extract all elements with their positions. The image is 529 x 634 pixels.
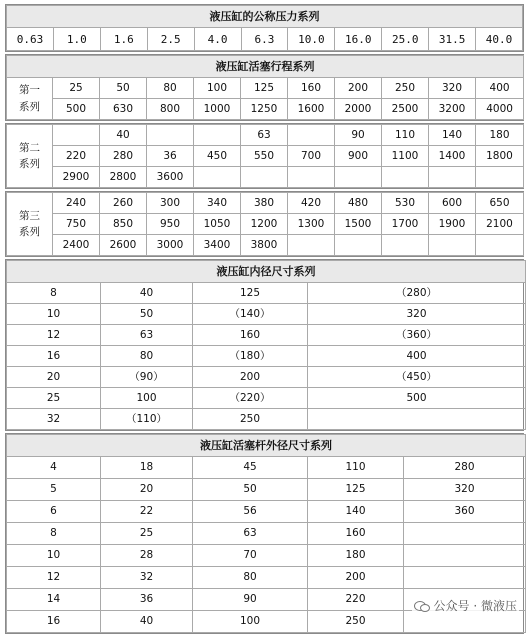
table-cell: 1600 (288, 99, 335, 120)
table-cell (404, 545, 526, 567)
bore-row (7, 367, 526, 388)
table-cell (382, 167, 429, 188)
bore-row (7, 325, 526, 346)
table-cell: 45 (193, 457, 308, 479)
table-cell: 10 (7, 545, 101, 567)
table-cell: 8 (7, 523, 101, 545)
table-cell: 36 (101, 589, 193, 611)
rod-row (7, 457, 526, 479)
table-cell: （140） (193, 304, 308, 325)
table-cell: 1300 (288, 214, 335, 235)
table-cell: 400 (476, 78, 524, 99)
table-cell: 140 (308, 501, 404, 523)
table-cell: （220） (193, 388, 308, 409)
rod-row (7, 545, 526, 567)
pressure-value: 6.3 (241, 28, 288, 51)
stroke-series2-section (5, 123, 524, 189)
table-cell: 2500 (382, 99, 429, 120)
table-cell: 10 (7, 304, 101, 325)
table-cell: （110） (101, 409, 193, 430)
table-cell: 4 (7, 457, 101, 479)
table-cell: 250 (193, 409, 308, 430)
table-cell: 36 (147, 146, 194, 167)
table-cell: 8 (7, 283, 101, 304)
table-cell: （90） (101, 367, 193, 388)
table-cell: 360 (404, 501, 526, 523)
table-cell: 56 (193, 501, 308, 523)
bore-table (6, 260, 526, 430)
wechat-watermark (412, 596, 519, 615)
table-cell: 1900 (429, 214, 476, 235)
rod-row (7, 501, 526, 523)
stroke-s1-row (7, 78, 524, 99)
table-cell: 650 (476, 193, 524, 214)
table-cell: 50 (101, 304, 193, 325)
table-cell (53, 125, 100, 146)
table-cell: 340 (194, 193, 241, 214)
table-cell: （450） (308, 367, 526, 388)
stroke-s2-row (7, 167, 524, 188)
hydraulic-cylinder-spec-sheet (5, 4, 524, 634)
table-cell (288, 125, 335, 146)
table-cell: 125 (241, 78, 288, 99)
table-cell: 2100 (476, 214, 524, 235)
pressure-value: 2.5 (147, 28, 194, 51)
stroke-s3-row (7, 235, 524, 256)
pressure-table (6, 5, 523, 51)
table-cell: 22 (101, 501, 193, 523)
table-cell (241, 167, 288, 188)
stroke-series3-section (5, 191, 524, 257)
table-cell: 550 (241, 146, 288, 167)
wechat-icon (414, 600, 430, 612)
table-cell: 160 (193, 325, 308, 346)
table-cell: 180 (476, 125, 524, 146)
watermark-text: 公众号 · 微液压 (433, 599, 517, 613)
table-cell (194, 167, 241, 188)
table-cell: 750 (53, 214, 100, 235)
table-cell: （180） (193, 346, 308, 367)
stroke-s3-row (7, 214, 524, 235)
table-cell: 70 (193, 545, 308, 567)
table-cell: 40 (101, 611, 193, 633)
table-cell: 320 (308, 304, 526, 325)
series1-label: 第一 系列 (7, 78, 53, 120)
table-cell: 200 (308, 567, 404, 589)
table-cell: （360） (308, 325, 526, 346)
table-cell: 3600 (147, 167, 194, 188)
pressure-value: 10.0 (288, 28, 335, 51)
table-cell: 320 (429, 78, 476, 99)
table-cell: 20 (7, 367, 101, 388)
table-cell: 50 (100, 78, 147, 99)
table-cell: 28 (101, 545, 193, 567)
table-cell (476, 235, 524, 256)
table-cell: 400 (308, 346, 526, 367)
table-cell (147, 125, 194, 146)
pressure-values-row (7, 28, 523, 51)
table-cell: 2900 (53, 167, 100, 188)
table-cell: 12 (7, 567, 101, 589)
table-cell: 2000 (335, 99, 382, 120)
table-cell: 18 (101, 457, 193, 479)
table-cell: 380 (241, 193, 288, 214)
stroke-s2-row (7, 146, 524, 167)
table-cell: 3800 (241, 235, 288, 256)
table-cell (429, 167, 476, 188)
table-cell: 200 (335, 78, 382, 99)
stroke-series2-table (6, 124, 524, 188)
table-cell: 250 (308, 611, 404, 633)
table-cell: 160 (288, 78, 335, 99)
table-cell: 1700 (382, 214, 429, 235)
table-cell: 50 (193, 479, 308, 501)
table-cell: 125 (193, 283, 308, 304)
table-cell: 3200 (429, 99, 476, 120)
table-cell: 80 (193, 567, 308, 589)
bore-title: 液压缸内径尺寸系列 (7, 261, 526, 283)
table-cell: 1800 (476, 146, 524, 167)
table-cell: 100 (101, 388, 193, 409)
table-cell: 450 (194, 146, 241, 167)
table-cell: 1500 (335, 214, 382, 235)
pressure-value: 0.63 (7, 28, 54, 51)
table-cell: 1400 (429, 146, 476, 167)
table-cell: 630 (100, 99, 147, 120)
table-cell: 3000 (147, 235, 194, 256)
table-cell: 600 (429, 193, 476, 214)
table-cell: 4000 (476, 99, 524, 120)
series3-label: 第三 系列 (7, 193, 53, 256)
bore-row (7, 304, 526, 325)
series2-label: 第二 系列 (7, 125, 53, 188)
table-cell: 100 (194, 78, 241, 99)
table-cell: 700 (288, 146, 335, 167)
table-cell: 80 (101, 346, 193, 367)
table-cell: 32 (101, 567, 193, 589)
bore-row (7, 283, 526, 304)
table-cell: 110 (382, 125, 429, 146)
stroke-title: 液压缸活塞行程系列 (7, 56, 524, 78)
table-cell: 63 (241, 125, 288, 146)
table-cell: 260 (100, 193, 147, 214)
table-cell (404, 567, 526, 589)
bore-row (7, 409, 526, 430)
table-cell: 160 (308, 523, 404, 545)
table-cell: 63 (193, 523, 308, 545)
table-cell: 500 (308, 388, 526, 409)
table-cell: 1100 (382, 146, 429, 167)
table-cell (382, 235, 429, 256)
pressure-value: 1.6 (100, 28, 147, 51)
table-cell: 850 (100, 214, 147, 235)
table-cell: 300 (147, 193, 194, 214)
stroke-section (5, 54, 524, 121)
table-cell: 16 (7, 611, 101, 633)
stroke-s3-row (7, 193, 524, 214)
table-cell: 480 (335, 193, 382, 214)
rod-row (7, 523, 526, 545)
pressure-section (5, 4, 524, 52)
table-cell: 280 (404, 457, 526, 479)
table-cell: 500 (53, 99, 100, 120)
table-cell: （280） (308, 283, 526, 304)
table-cell: 1050 (194, 214, 241, 235)
stroke-s1-row (7, 99, 524, 120)
table-cell: 90 (193, 589, 308, 611)
pressure-title: 液压缸的公称压力系列 (7, 6, 523, 28)
table-cell: 200 (193, 367, 308, 388)
table-cell: 16 (7, 346, 101, 367)
table-cell: 2600 (100, 235, 147, 256)
table-cell: 32 (7, 409, 101, 430)
table-cell (194, 125, 241, 146)
table-cell: 90 (335, 125, 382, 146)
table-cell: 800 (147, 99, 194, 120)
table-cell: 180 (308, 545, 404, 567)
table-cell: 100 (193, 611, 308, 633)
table-cell: 280 (100, 146, 147, 167)
table-cell: 2400 (53, 235, 100, 256)
table-cell (404, 523, 526, 545)
table-cell: 240 (53, 193, 100, 214)
table-cell: 220 (308, 589, 404, 611)
stroke-s2-row (7, 125, 524, 146)
table-cell: 12 (7, 325, 101, 346)
table-cell (288, 167, 335, 188)
table-cell: 1200 (241, 214, 288, 235)
rod-row (7, 479, 526, 501)
table-cell: 140 (429, 125, 476, 146)
table-cell (335, 167, 382, 188)
table-cell (335, 235, 382, 256)
pressure-value: 4.0 (194, 28, 241, 51)
table-cell: 530 (382, 193, 429, 214)
table-cell: 950 (147, 214, 194, 235)
table-cell: 6 (7, 501, 101, 523)
table-cell: 5 (7, 479, 101, 501)
bore-section (5, 259, 524, 431)
pressure-value: 40.0 (476, 28, 523, 51)
table-cell: 220 (53, 146, 100, 167)
pressure-value: 16.0 (335, 28, 382, 51)
bore-row (7, 346, 526, 367)
table-cell: 80 (147, 78, 194, 99)
table-cell: 125 (308, 479, 404, 501)
table-cell (476, 167, 524, 188)
table-cell: 250 (382, 78, 429, 99)
pressure-value: 25.0 (382, 28, 429, 51)
table-cell: 25 (101, 523, 193, 545)
bore-row (7, 388, 526, 409)
table-cell: 420 (288, 193, 335, 214)
table-cell: 25 (53, 78, 100, 99)
table-cell: 1000 (194, 99, 241, 120)
rod-title: 液压缸活塞杆外径尺寸系列 (7, 435, 526, 457)
stroke-table (6, 55, 524, 120)
table-cell (429, 235, 476, 256)
table-cell (308, 409, 526, 430)
rod-row (7, 567, 526, 589)
table-cell: 40 (100, 125, 147, 146)
table-cell: 40 (101, 283, 193, 304)
table-cell: 14 (7, 589, 101, 611)
table-cell: 25 (7, 388, 101, 409)
table-cell: 63 (101, 325, 193, 346)
table-cell: 20 (101, 479, 193, 501)
table-cell: 2800 (100, 167, 147, 188)
table-cell: 1250 (241, 99, 288, 120)
pressure-value: 1.0 (53, 28, 100, 51)
table-cell: 3400 (194, 235, 241, 256)
stroke-series3-table (6, 192, 524, 256)
pressure-value: 31.5 (429, 28, 476, 51)
table-cell (288, 235, 335, 256)
table-cell: 900 (335, 146, 382, 167)
table-cell: 320 (404, 479, 526, 501)
table-cell: 110 (308, 457, 404, 479)
